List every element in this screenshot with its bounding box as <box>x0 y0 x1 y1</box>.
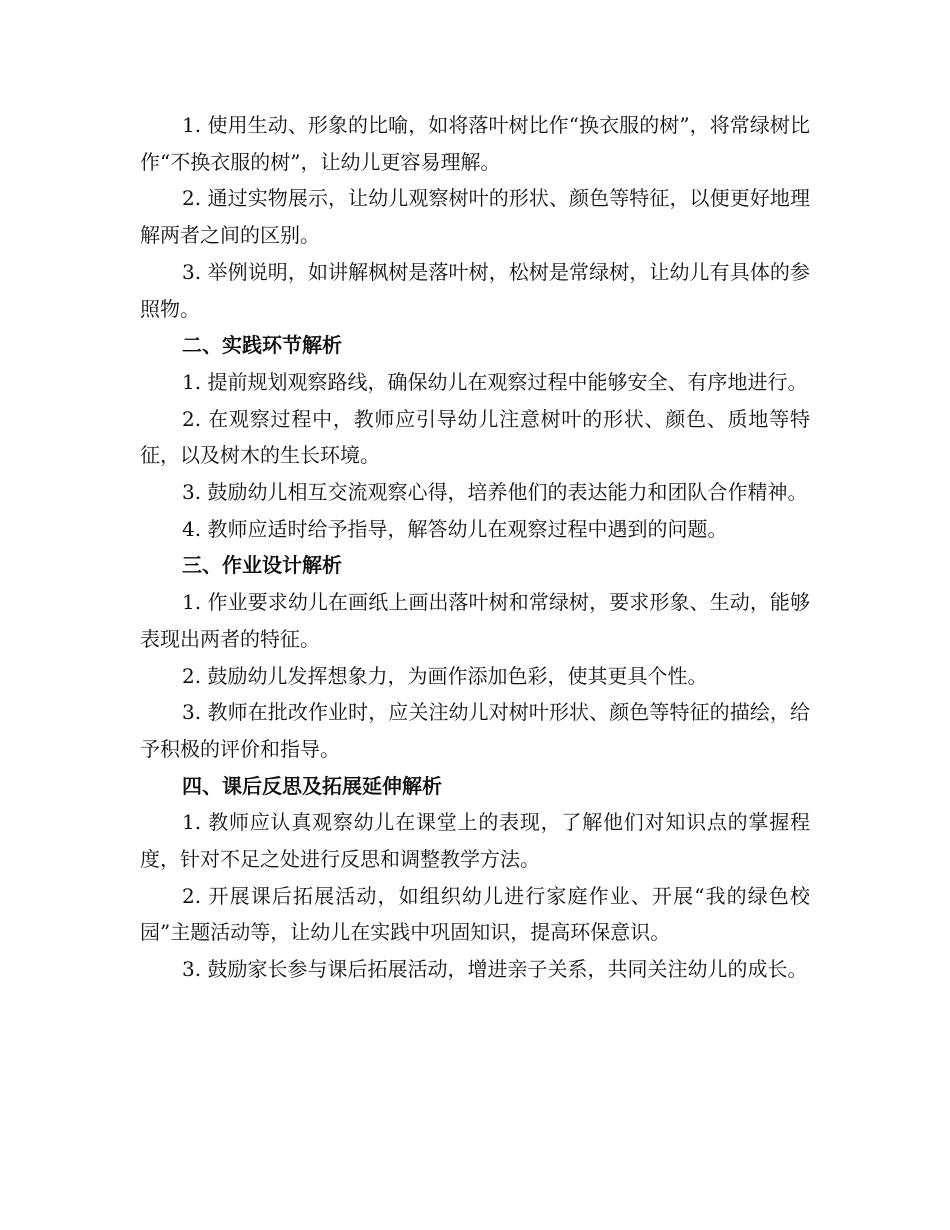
section-heading-homework: 三、作业设计解析 <box>182 553 342 578</box>
paragraph-3-3: 3. 教师在批改作业时，应关注幼儿对树叶形状、颜色等特征的描绘，给予积极的评价和指导。 <box>140 700 810 761</box>
paragraph-2-4: 4. 教师应适时给予指导，解答幼儿在观察过程中遇到的问题。 <box>182 516 728 541</box>
document-body <box>140 107 810 988</box>
paragraph-1-3: 3. 举例说明，如讲解枫树是落叶树，松树是常绿树，让幼儿有具体的参照物。 <box>140 259 810 321</box>
paragraph-4-1: 1. 教师应认真观察幼儿在课堂上的表现，了解他们对知识点的掌握程度，针对不足之处进行反思和调整教学方法。 <box>140 810 810 872</box>
paragraph-2-2: 2. 在观察过程中，教师应引导幼儿注意树叶的形状、颜色、质地等特征，以及树木的生长环境。 <box>140 406 810 468</box>
paragraph-4-3: 3. 鼓励家长参与课后拓展活动，增进亲子关系，共同关注幼儿的成长。 <box>182 957 808 982</box>
paragraph-2-3: 3. 鼓励幼儿相互交流观察心得，培养他们的表达能力和团队合作精神。 <box>182 480 808 505</box>
section-heading-reflection: 四、课后反思及拓展延伸解析 <box>182 773 442 798</box>
paragraph-2-1: 1. 提前规划观察路线，确保幼儿在观察过程中能够安全、有序地进行。 <box>182 369 808 394</box>
paragraph-3-1: 1. 作业要求幼儿在画纸上画出落叶树和常绿树，要求形象、生动，能够表现出两者的特征。 <box>140 590 810 651</box>
paragraph-1-1: 1. 使用生动、形象的比喻，如将落叶树比作“换衣服的树”，将常绿树比作“不换衣服的树”，让幼儿更容易理解。 <box>140 113 810 174</box>
section-heading-practice: 二、实践环节解析 <box>182 333 342 358</box>
paragraph-4-2: 2. 开展课后拓展活动，如组织幼儿进行家庭作业、开展“我的绿色校园”主题活动等，让幼儿在实践中巩固知识，提高环保意识。 <box>140 883 810 945</box>
paragraph-1-2: 2. 通过实物展示，让幼儿观察树叶的形状、颜色等特征，以便更好地理解两者之间的区别。 <box>140 186 810 248</box>
paragraph-3-2: 2. 鼓励幼儿发挥想象力，为画作添加色彩，使其更具个性。 <box>182 663 708 688</box>
